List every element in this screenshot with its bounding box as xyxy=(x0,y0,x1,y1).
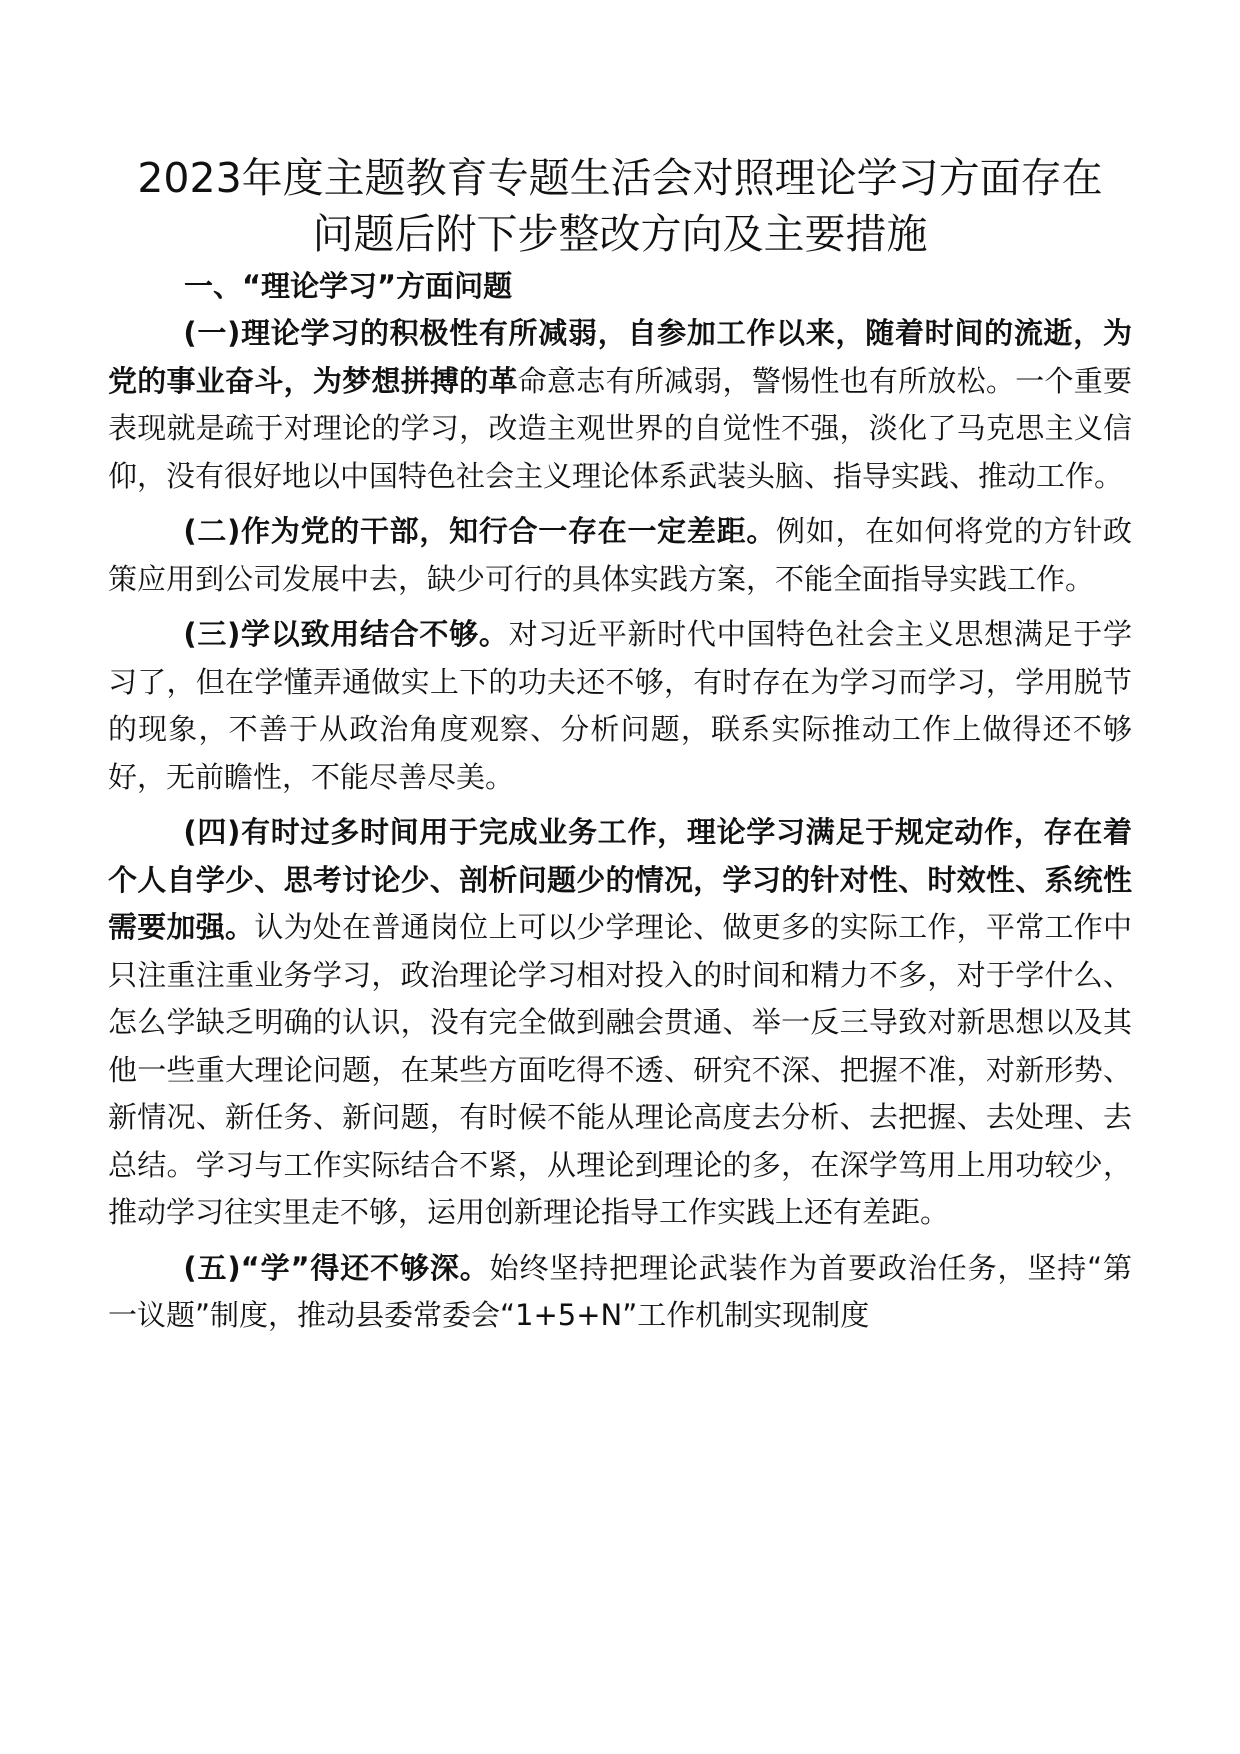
paragraph-1-body: 命意志有所减弱，警惕性也有所放松。一个重要表现就是疏于对理论的学习，改造主观世界的自觉性不强，淡化了马克思主义信仰，没有很好地以中国特色社会主义理论体系武装头脑、指导实践、推动工作。 xyxy=(108,363,1132,493)
paragraph-2-lead: (二)作为党的干部，知行合一存在一定差距。 xyxy=(183,514,777,548)
paragraph-2 xyxy=(108,508,1132,603)
paragraph-4-lead: (四)有时过多时间用于完成业务工作，理论学习满足于规定动作，存在着个人自学少、思考讨论少、剖析问题少的情况，学习的针对性、时效性、系统性需要加强。 xyxy=(108,815,1132,944)
paragraph-4-body: 认为处在普通岗位上可以少学理论、做更多的实际工作，平常工作中只注重注重业务学习，政治理论学习相对投入的时间和精力不多，对于学什么、怎么学缺乏明确的认识，没有完全做到融会贯通、举一反三导致对新思想以及其他一些重大理论问题，在某些方面吃得不透、研究不深、把握不准，对新形势、新情况、新任务、新问题，有时候不能从理论高度去分析、去把握、去处理、去总结。学习与工作实际结合不紧，从理论到理论的多，在深学笃用上用功较少，推动学习往实里走不够，运用创新理论指导工作实践上还有差距。 xyxy=(108,910,1132,1229)
section-heading: 一、“理论学习”方面问题 xyxy=(184,269,513,303)
paragraph-5-lead: (五)“学”得还不够深。 xyxy=(183,1250,490,1285)
paragraph-5-body: 始终坚持把理论武装作为首要政治任务，坚持“第一议题”制度，推动县委常委会“1+5+N”工作机制实现制度 xyxy=(108,1250,1132,1332)
paragraph-3-body: 对习近平新时代中国特色社会主义思想满足于学习了，但在学懂弄通做实上下的功夫还不够，有时存在为学习而学习，学用脱节的现象，不善于从政治角度观察、分析问题，联系实际推动工作上做得还不够好，无前瞻性，不能尽善尽美。 xyxy=(108,617,1132,794)
paragraph-2-body: 例如，在如何将党的方针政策应用到公司发展中去，缺少可行的具体实践方案，不能全面指导实践工作。 xyxy=(108,514,1132,596)
title-line-2: 问题后附下步整改方向及主要措施 xyxy=(312,210,928,258)
paragraph-3-lead: (三)学以致用结合不够。 xyxy=(183,617,509,651)
paragraph-1 xyxy=(108,310,1132,500)
paragraph-4 xyxy=(108,809,1132,1237)
paragraph-5 xyxy=(108,1245,1132,1340)
title-line-1: 2023年度主题教育专题生活会对照理论学习方面存在 xyxy=(137,154,1103,202)
paragraph-3 xyxy=(108,611,1132,801)
document-body xyxy=(108,150,1132,1340)
document-title xyxy=(108,150,1132,262)
paragraph-1-lead: (一)理论学习的积极性有所减弱，自参加工作以来，随着时间的流逝，为党的事业奋斗，为梦想拼搏的革 xyxy=(108,316,1132,398)
